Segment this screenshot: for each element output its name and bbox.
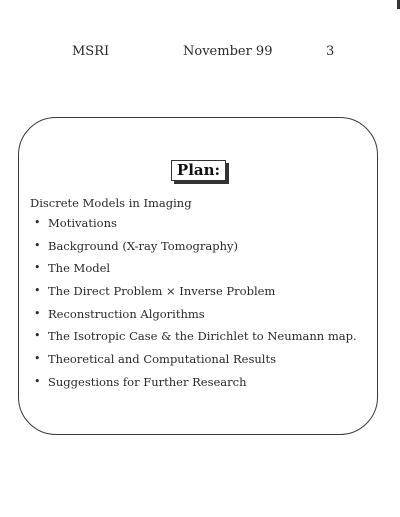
- header-date: November 99: [183, 44, 273, 59]
- list-item: • Motivations: [34, 215, 357, 238]
- list-item: • Background (X-ray Tomography): [34, 238, 357, 261]
- plan-title-box: Plan:: [171, 160, 226, 181]
- list-item: • Suggestions for Further Research: [34, 374, 357, 397]
- list-item: • Theoretical and Computational Results: [34, 351, 357, 374]
- list-item: • The Model: [34, 260, 357, 283]
- list-item: • The Direct Problem × Inverse Problem: [34, 283, 357, 306]
- section-heading: Discrete Models in Imaging: [30, 196, 192, 210]
- page-number: 3: [326, 44, 335, 59]
- list-item: • The Isotropic Case & the Dirichlet to Neumann map.: [34, 328, 357, 351]
- outline-list: [34, 215, 357, 397]
- page-header: [0, 44, 400, 64]
- header-venue: MSRI: [72, 44, 110, 59]
- list-item: • Reconstruction Algorithms: [34, 306, 357, 329]
